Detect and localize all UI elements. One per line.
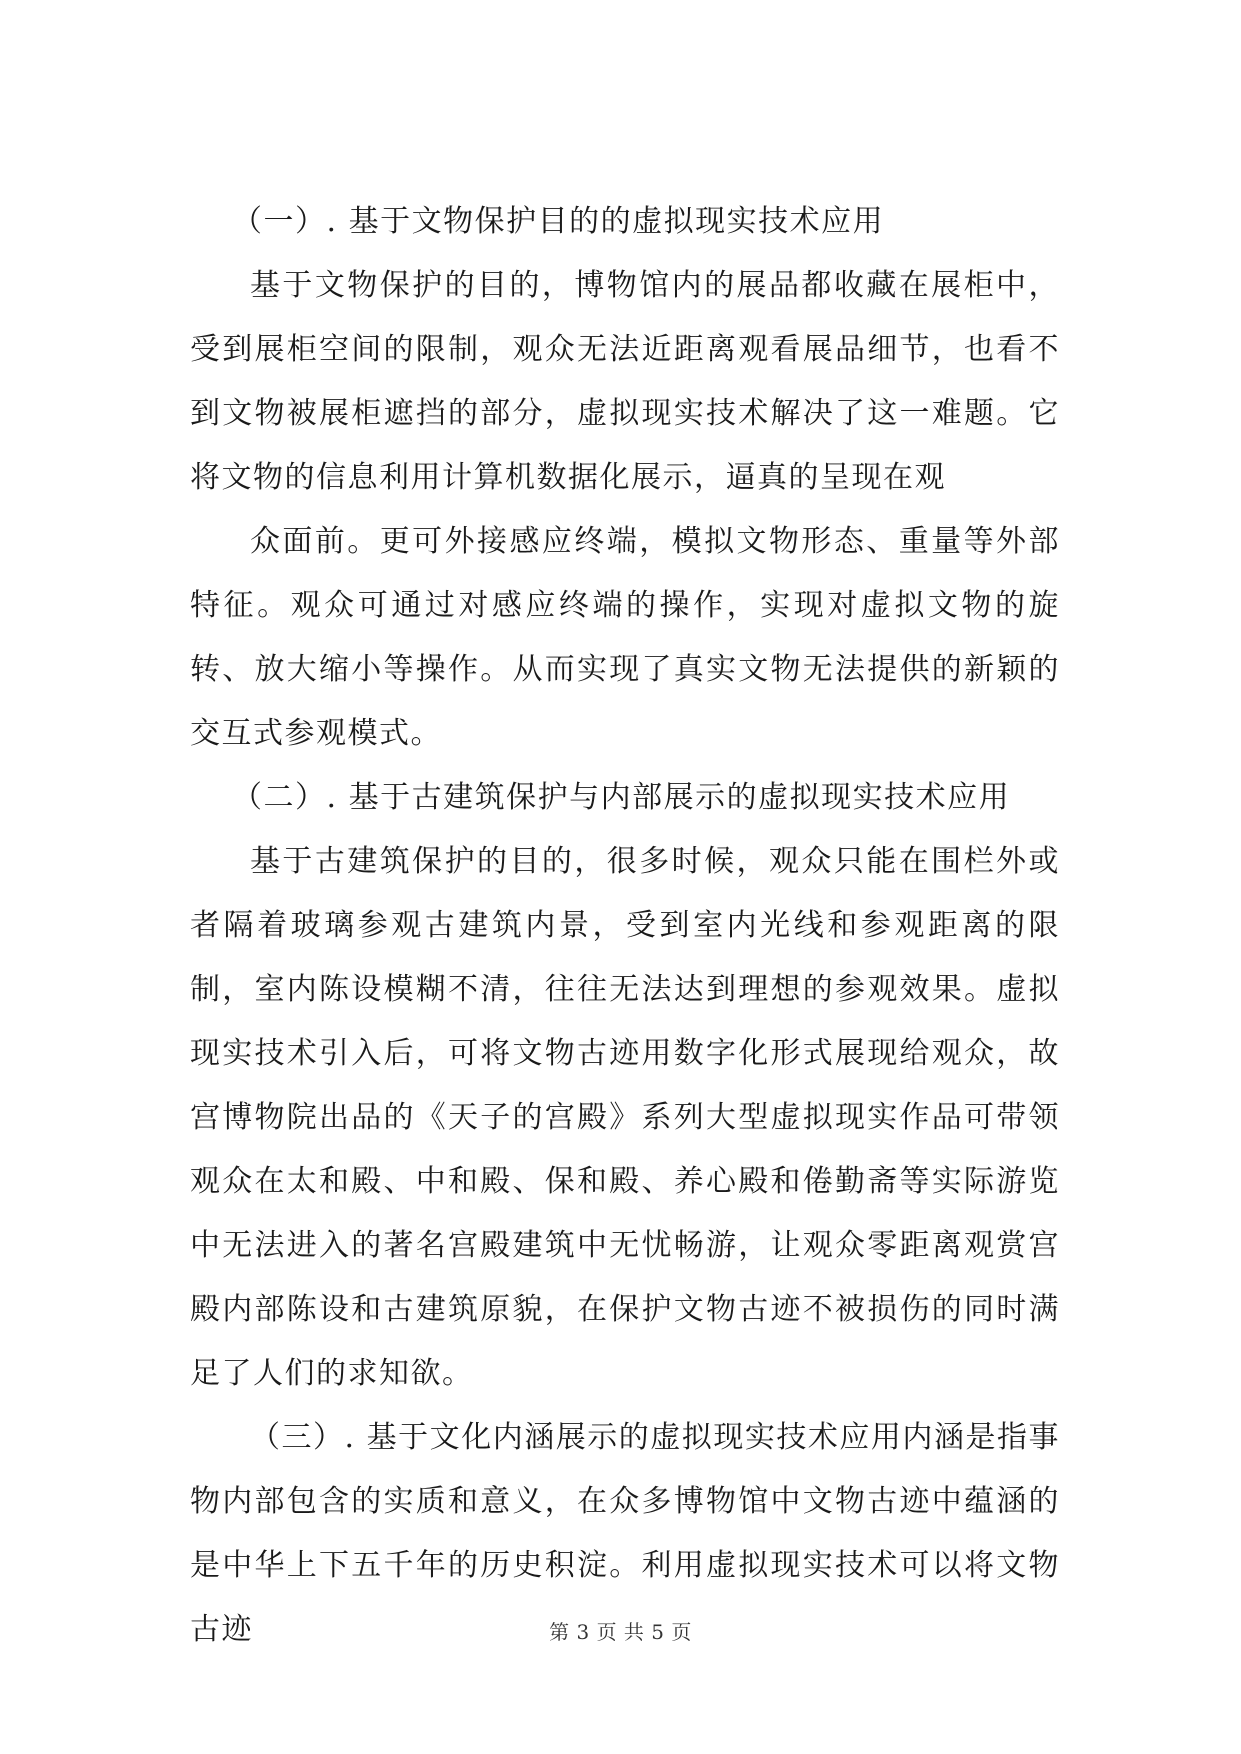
- page-number-footer: 第 3 页 共 5 页: [549, 1620, 692, 1644]
- paragraph-1: 基于文物保护的目的，博物馆内的展品都收藏在展柜中，受到展柜空间的限制，观众无法近距离观看展品细节，也看不到文物被展柜遮挡的部分，虚拟现实技术解决了这一难题。它将文物的信息利用计算机数据化展示，逼真的呈现在观: [190, 268, 1060, 495]
- section-heading-3-paragraph: （三）. 基于文化内涵展示的虚拟现实技术应用内涵是指事物内部包含的实质和意义，在众多博物馆中文物古迹中蕴涵的是中华上下五千年的历史积淀。利用虚拟现实技术可以将文物古迹: [190, 1420, 1060, 1647]
- section-heading-2: （二）. 基于古建筑保护与内部展示的虚拟现实技术应用: [232, 780, 1011, 815]
- document-body: [190, 190, 1060, 1662]
- section-heading-1: （一）. 基于文物保护目的的虚拟现实技术应用: [232, 204, 885, 239]
- paragraph-3: 基于古建筑保护的目的，很多时候，观众只能在围栏外或者隔着玻璃参观古建筑内景，受到室内光线和参观距离的限制，室内陈设模糊不清，往往无法达到理想的参观效果。虚拟现实技术引入后，可将文物古迹用数字化形式展现给观众，故宫博物院出品的《天子的宫殿》系列大型虚拟现实作品可带领观众在太和殿、中和殿、保和殿、养心殿和倦勤斋等实际游览中无法进入的著名宫殿建筑中无忧畅游，让观众零距离观赏宫殿内部陈设和古建筑原貌，在保护文物古迹不被损伤的同时满足了人们的求知欲。: [190, 844, 1060, 1391]
- paragraph-2: 众面前。更可外接感应终端，模拟文物形态、重量等外部特征。观众可通过对感应终端的操作，实现对虚拟文物的旋转、放大缩小等操作。从而实现了真实文物无法提供的新颖的交互式参观模式。: [190, 524, 1060, 751]
